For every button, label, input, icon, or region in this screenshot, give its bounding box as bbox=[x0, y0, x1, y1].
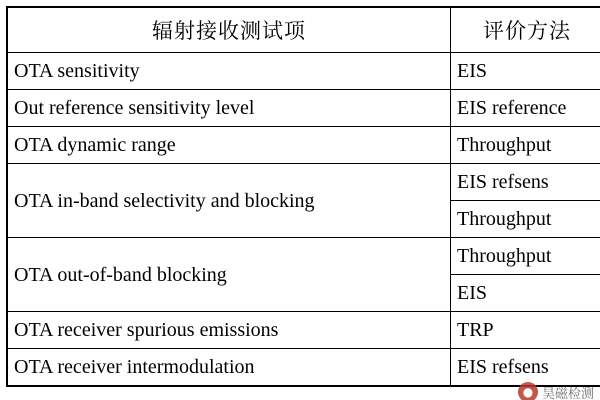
table-row bbox=[7, 349, 600, 387]
table-row bbox=[7, 90, 600, 127]
table-row bbox=[7, 238, 600, 275]
cell-evaluation-method: TRP bbox=[451, 312, 600, 349]
cell-evaluation-method: EIS bbox=[451, 275, 600, 312]
table-row bbox=[7, 312, 600, 349]
cell-test-item: OTA out-of-band blocking bbox=[7, 238, 451, 312]
table-body bbox=[7, 53, 600, 387]
watermark-logo-icon: ● bbox=[518, 382, 538, 400]
watermark-label: 昊磁检测 bbox=[541, 386, 594, 400]
cell-evaluation-method: Throughput bbox=[451, 238, 600, 275]
table-row bbox=[7, 53, 600, 90]
cell-evaluation-method: Throughput bbox=[451, 201, 600, 238]
table-row bbox=[7, 127, 600, 164]
cell-evaluation-method: Throughput bbox=[451, 127, 600, 164]
cell-evaluation-method: EIS refsens bbox=[451, 164, 600, 201]
cell-evaluation-method: EIS bbox=[451, 53, 600, 90]
radiated-receiver-test-table bbox=[6, 6, 600, 387]
table-header-row bbox=[7, 7, 600, 53]
watermark bbox=[518, 382, 594, 400]
cell-test-item: OTA receiver intermodulation bbox=[7, 349, 451, 387]
table-row bbox=[7, 164, 600, 201]
cell-test-item: OTA sensitivity bbox=[7, 53, 451, 90]
cell-evaluation-method: EIS refsens bbox=[451, 349, 600, 387]
cell-test-item: OTA receiver spurious emissions bbox=[7, 312, 451, 349]
cell-test-item: OTA dynamic range bbox=[7, 127, 451, 164]
column-header-test-item: 辐射接收测试项 bbox=[7, 7, 451, 53]
column-header-evaluation-method: 评价方法 bbox=[451, 7, 600, 53]
document-page bbox=[0, 6, 600, 400]
cell-evaluation-method: EIS reference bbox=[451, 90, 600, 127]
cell-test-item: Out reference sensitivity level bbox=[7, 90, 451, 127]
table-header bbox=[7, 7, 600, 53]
cell-test-item: OTA in-band selectivity and blocking bbox=[7, 164, 451, 238]
